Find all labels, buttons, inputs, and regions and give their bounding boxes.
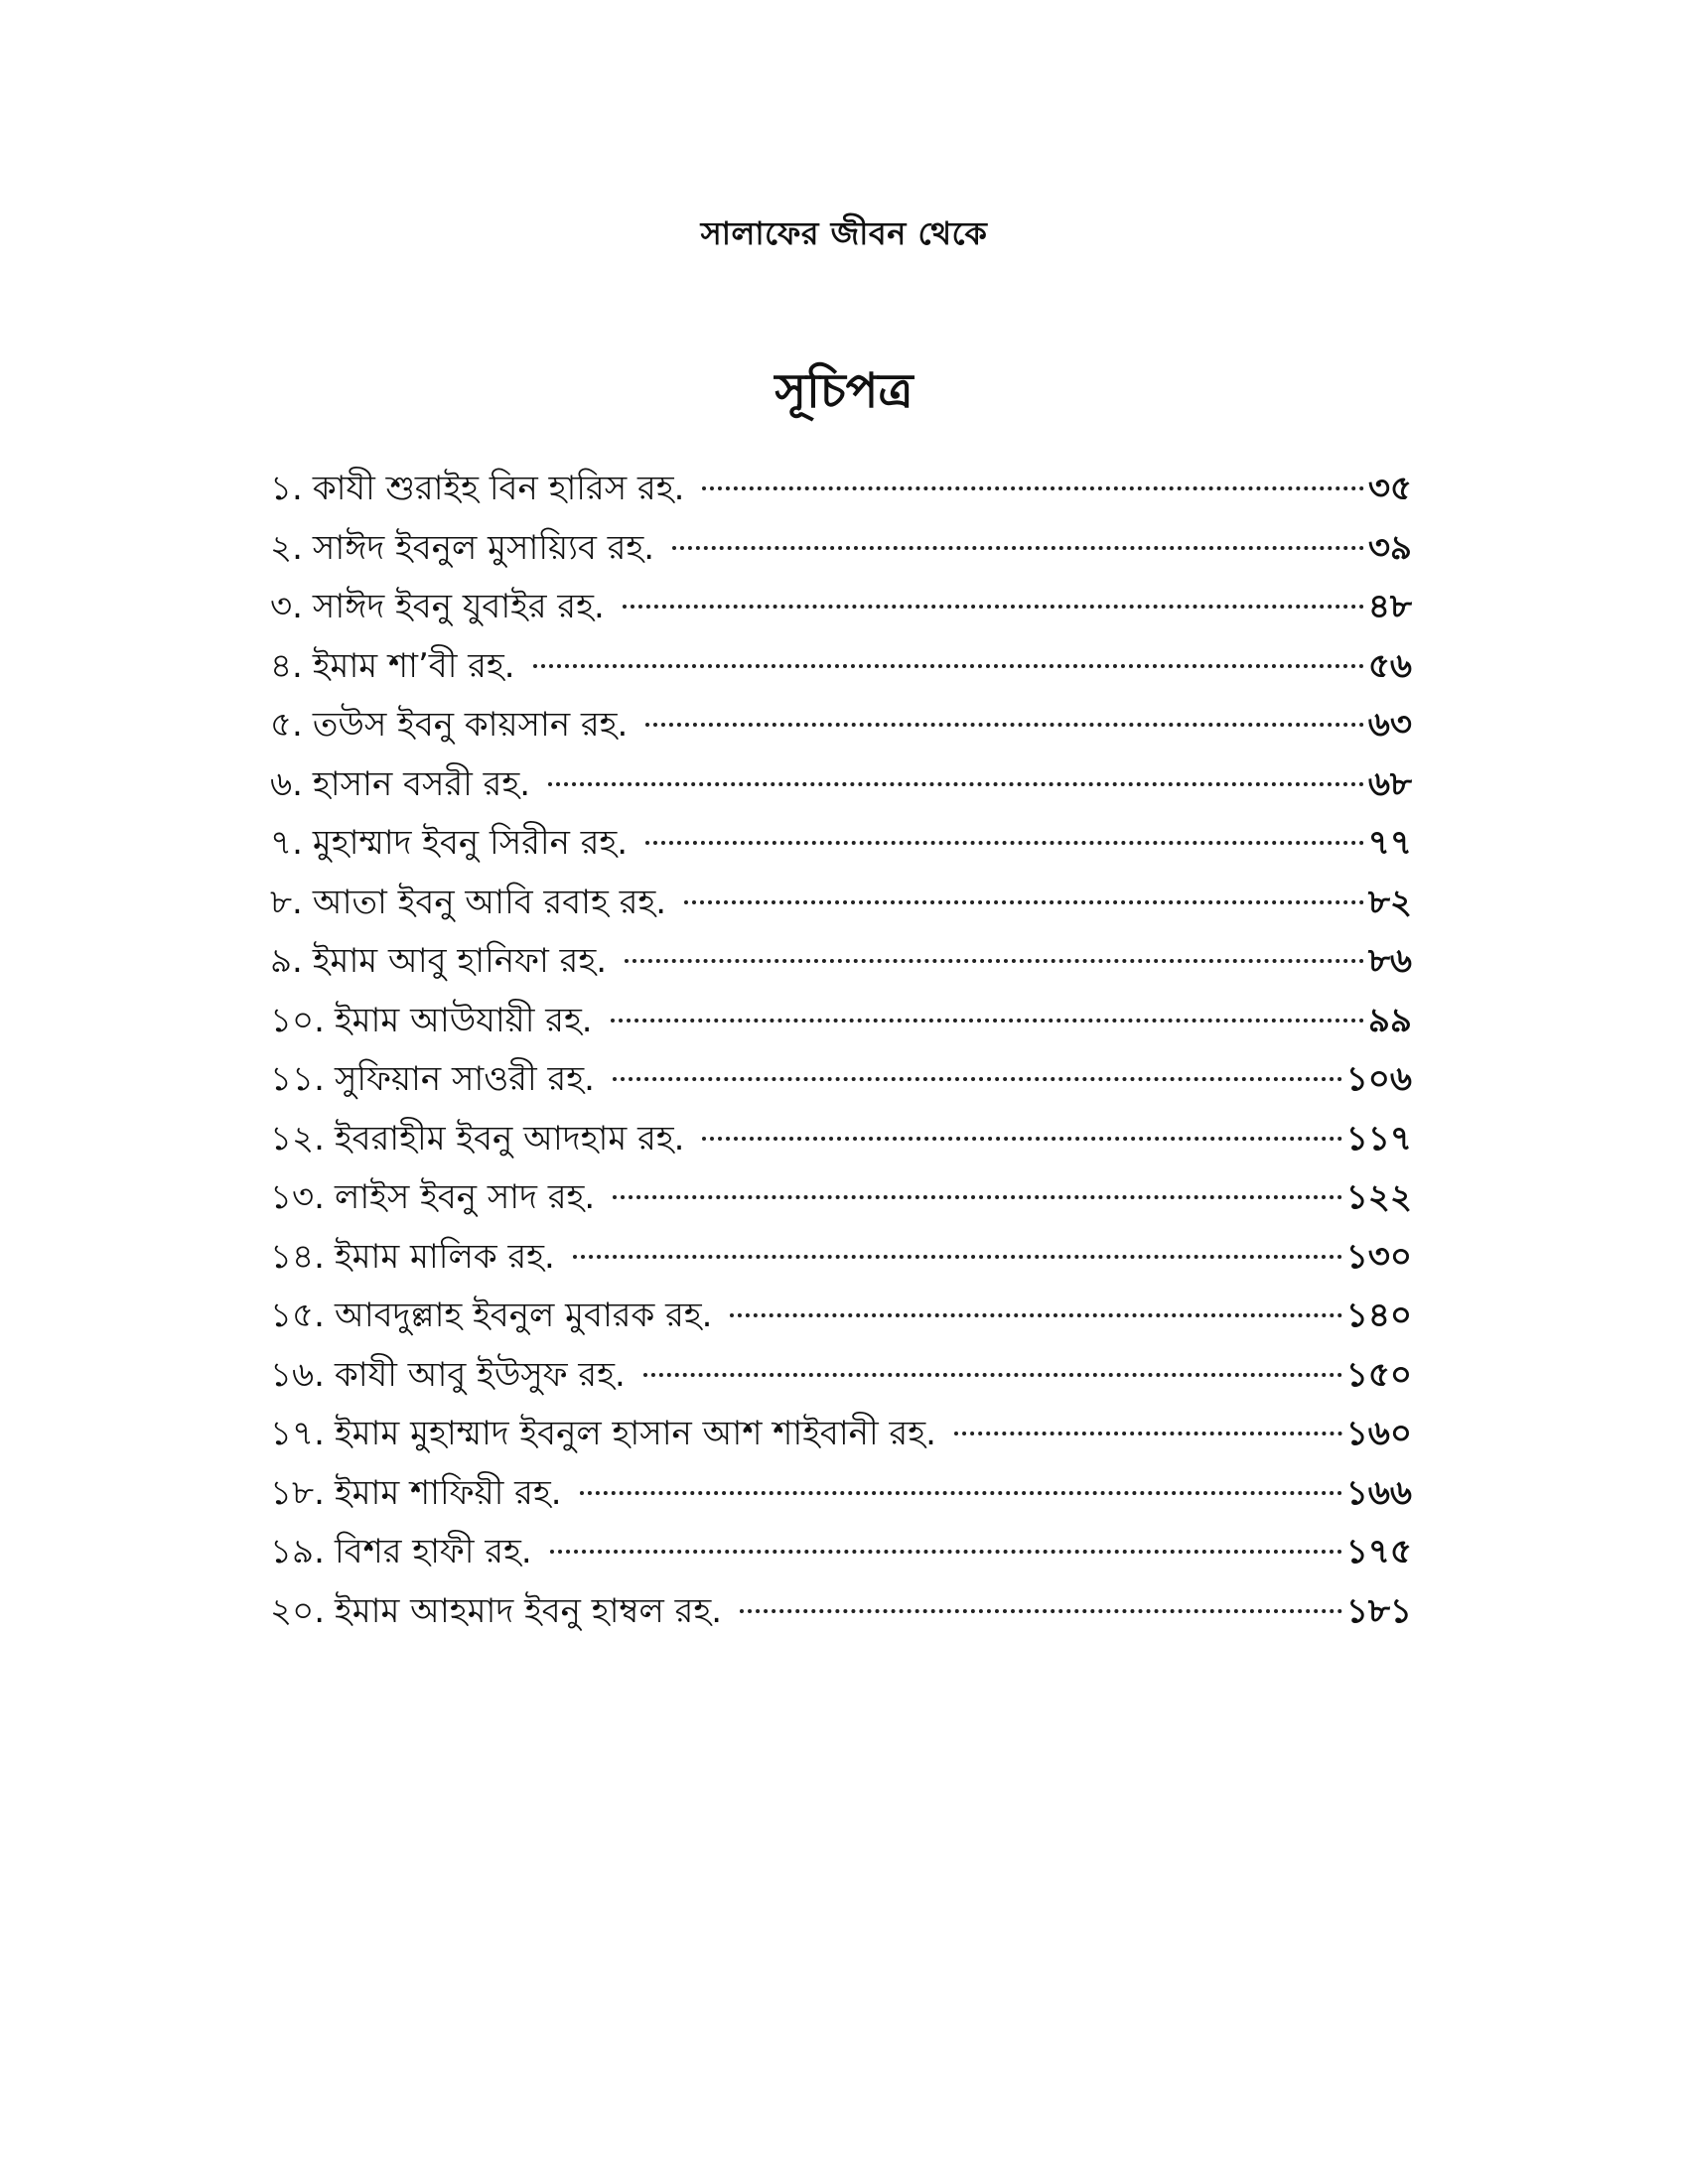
toc-entry-number: ১৯. (270, 1532, 325, 1571)
toc-entry-title: বিশর হাফী রহ. (334, 1532, 532, 1571)
dot-leader (954, 1432, 1342, 1435)
toc-title: সূচিপত্র (774, 363, 914, 419)
dot-leader (740, 1609, 1342, 1613)
toc-entry-title: ইমাম মালিক রহ. (334, 1236, 555, 1277)
toc-entry[interactable] (270, 1405, 1412, 1464)
toc-entry-page-number: ৮২ (1367, 882, 1412, 922)
dot-leader (613, 1195, 1342, 1199)
toc-entry[interactable] (270, 1287, 1412, 1346)
toc-entry-title: ইমাম শাফিয়ী রহ. (334, 1472, 562, 1513)
toc-entry-number: ১৮. (270, 1472, 325, 1513)
dot-leader (702, 486, 1363, 490)
dot-leader (643, 1373, 1342, 1377)
toc-entry-title: সাঈদ ইবনুল মুসায়্যিব রহ. (312, 527, 655, 568)
toc-entry-page-number: ৩৯ (1367, 527, 1412, 568)
toc-entry[interactable] (270, 755, 1412, 815)
dot-leader (702, 1137, 1341, 1141)
toc-entry-title: সুফিয়ান সাওরী রহ. (334, 1059, 595, 1099)
toc-entry-page-number: ৪৮ (1367, 587, 1412, 626)
toc-entry-page-number: ১৮১ (1345, 1590, 1412, 1631)
dot-leader (645, 723, 1363, 727)
toc-entry-page-number: ৭৭ (1367, 823, 1412, 863)
toc-entry[interactable] (270, 1228, 1412, 1288)
toc-entry-page-number: ১৭৫ (1345, 1532, 1412, 1571)
toc-entry[interactable] (270, 1523, 1412, 1582)
toc-entry-number: ১৬. (270, 1354, 325, 1395)
toc-entry-number: ১. (270, 469, 303, 508)
toc-entry[interactable] (270, 696, 1412, 755)
toc-entry-number: ২০. (270, 1590, 326, 1631)
toc-entry-title: সাঈদ ইবনু যুবাইর রহ. (312, 587, 605, 626)
toc-entry-page-number: ১১৭ (1345, 1118, 1412, 1159)
toc-entry[interactable] (270, 1346, 1412, 1406)
dot-leader (611, 1019, 1364, 1023)
toc-entry-number: ৯. (270, 941, 303, 981)
toc-entry-title: ইমাম আউযায়ী রহ. (334, 1000, 593, 1040)
running-head: সালাফের জীবন থেকে (700, 214, 988, 252)
toc-entry-title: কাযী শুরাইহ বিন হারিস রহ. (312, 469, 685, 508)
toc-entry-page-number: ১৬৬ (1345, 1472, 1412, 1513)
dot-leader (684, 900, 1364, 904)
toc-entry-page-number: ১৬০ (1345, 1414, 1412, 1453)
toc-entry-title: কাযী আবু ইউসুফ রহ. (334, 1354, 626, 1395)
toc-entry-number: ৫. (270, 705, 303, 745)
toc-entry[interactable] (270, 519, 1412, 579)
toc-entry-number: ১৭. (270, 1414, 325, 1453)
toc-entry-title: আবদুল্লাহ ইবনুল মুবারক রহ. (334, 1296, 713, 1335)
dot-leader (580, 1491, 1342, 1495)
dot-leader (645, 841, 1364, 845)
toc-entry-number: ২. (270, 527, 303, 568)
toc-entry-number: ৬. (270, 763, 303, 804)
toc-entry[interactable] (270, 814, 1412, 874)
toc-entry-page-number: ১০৬ (1345, 1059, 1412, 1099)
toc-entry-title: তউস ইবনু কায়সান রহ. (312, 705, 629, 745)
toc-entry[interactable] (270, 874, 1412, 933)
toc-entry[interactable] (270, 932, 1412, 992)
toc-entry[interactable] (270, 1582, 1412, 1642)
toc-entry[interactable] (270, 1464, 1412, 1524)
toc-entry[interactable] (270, 1168, 1412, 1228)
toc-entry-page-number: ৯৯ (1367, 1000, 1412, 1040)
toc-entry[interactable] (270, 637, 1412, 697)
toc-entry-page-number: ৮৬ (1367, 941, 1412, 981)
toc-entry-page-number: ১৩০ (1345, 1236, 1412, 1277)
toc-entry-number: ১২. (270, 1118, 325, 1159)
dot-leader (533, 664, 1364, 668)
dot-leader (672, 546, 1364, 550)
toc-entry-number: ১৫. (270, 1296, 325, 1335)
dot-leader (548, 782, 1364, 786)
dot-leader (550, 1550, 1342, 1554)
toc-entry-page-number: ৫৬ (1367, 645, 1412, 686)
toc-entry-number: ১১. (270, 1059, 325, 1099)
toc-entry-number: ৭. (270, 823, 303, 863)
toc-entry-number: ৩. (270, 587, 303, 626)
toc-entry[interactable] (270, 1110, 1412, 1169)
dot-leader (623, 605, 1364, 609)
toc-list (270, 460, 1412, 1641)
dot-leader (625, 959, 1364, 963)
toc-entry-number: ১০. (270, 1000, 325, 1040)
toc-entry-title: মুহাম্মাদ ইবনু সিরীন রহ. (312, 823, 629, 863)
toc-entry-title: ইমাম মুহাম্মাদ ইবনুল হাসান আশ শাইবানী রহ. (334, 1414, 936, 1453)
toc-entry-page-number: ১৫০ (1345, 1354, 1412, 1395)
dot-leader (573, 1255, 1342, 1259)
toc-entry-number: ৮. (270, 882, 303, 922)
toc-entry-page-number: ৩৫ (1367, 469, 1412, 508)
toc-entry[interactable] (270, 1050, 1412, 1110)
toc-entry-number: ১৪. (270, 1236, 325, 1277)
dot-leader (613, 1077, 1342, 1081)
toc-entry-title: আতা ইবনু আবি রবাহ রহ. (312, 882, 667, 922)
toc-entry-title: লাইস ইবনু সাদ রহ. (334, 1177, 596, 1217)
toc-entry[interactable] (270, 578, 1412, 637)
toc-entry-title: হাসান বসরী রহ. (312, 763, 531, 804)
toc-entry[interactable] (270, 460, 1412, 519)
toc-entry-number: ১৩. (270, 1177, 325, 1217)
toc-entry-page-number: ৬৩ (1367, 705, 1412, 745)
dot-leader (730, 1313, 1341, 1317)
toc-entry-number: ৪. (270, 645, 303, 686)
toc-entry-title: ইমাম আহমাদ ইবনু হাম্বল রহ. (335, 1590, 723, 1631)
toc-entry-title: ইমাম শা’বী রহ. (312, 645, 515, 686)
toc-entry[interactable] (270, 992, 1412, 1051)
toc-entry-title: ইবরাহীম ইবনু আদহাম রহ. (334, 1118, 685, 1159)
toc-entry-page-number: ১৪০ (1345, 1296, 1412, 1335)
toc-entry-page-number: ১২২ (1345, 1177, 1412, 1217)
toc-entry-title: ইমাম আবু হানিফা রহ. (312, 941, 608, 981)
toc-entry-page-number: ৬৮ (1367, 763, 1412, 804)
